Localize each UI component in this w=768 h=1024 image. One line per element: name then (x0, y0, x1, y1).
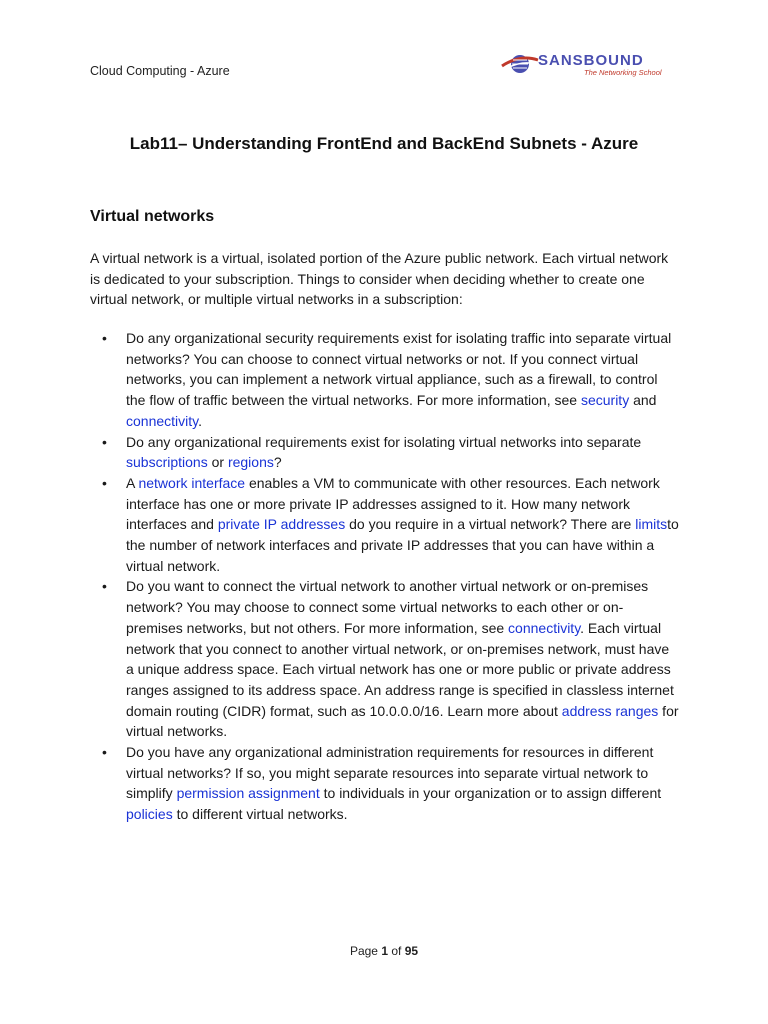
total-pages-number: 95 (404, 944, 419, 958)
link-address-ranges[interactable]: address ranges (561, 702, 659, 719)
link-limits[interactable]: limits (635, 516, 668, 533)
bullet-list (90, 328, 680, 825)
bullet-item (90, 432, 680, 473)
bullet-item (90, 328, 680, 432)
bullet-item (90, 473, 680, 577)
bullet-text: to different virtual networks. (172, 806, 348, 823)
link-connectivity[interactable]: connectivity (508, 619, 581, 636)
bullet-item (90, 742, 680, 825)
bullet-text: for virtual networks. (126, 702, 679, 740)
link-policies[interactable]: policies (126, 806, 173, 823)
link-subscriptions[interactable]: subscriptions (126, 454, 208, 471)
bullet-text: do you require in a virtual network? There are (345, 516, 636, 533)
link-regions[interactable]: regions (227, 454, 274, 471)
bullet-text: . Each virtual network that you connect to another virtual network, or on-premises network, must have a unique address space. Each virtual network has one or more public or private address ranges assigned to its address space. An address range is specified in classless internet domain routing (CIDR) format, such as 10.0.0.0/16. Learn more about (126, 619, 674, 719)
bullet-marker: • (102, 433, 107, 450)
bullet-item (90, 576, 680, 742)
document-title: Lab11– Understanding FrontEnd and BackEnd Subnets - Azure (129, 134, 639, 153)
bullet-marker: • (102, 578, 107, 595)
link-private-ip-addresses[interactable]: private IP addresses (217, 516, 346, 533)
link-permission-assignment[interactable]: permission assignment (176, 785, 320, 802)
link-security[interactable]: security (580, 392, 630, 409)
logo-wordmark: SANSBOUND (538, 52, 644, 69)
link-connectivity[interactable]: connectivity (126, 412, 199, 429)
section-heading: Virtual networks (90, 208, 215, 225)
page-footer (0, 944, 768, 958)
bullet-text: ? (273, 454, 282, 471)
bullet-marker: • (102, 744, 107, 761)
current-page-number: 1 (381, 944, 388, 958)
link-network-interface[interactable]: network interface (138, 474, 246, 491)
bullet-text: . (198, 412, 202, 429)
sansbound-logo (500, 50, 675, 78)
page-label: Page (349, 944, 382, 958)
logo-tagline: The Networking School (584, 68, 662, 77)
page-of-label: of (388, 944, 405, 958)
document-header-title: Cloud Computing - Azure (90, 64, 230, 78)
bullet-marker: • (102, 330, 107, 346)
bullet-text: to individuals in your organization or to assign different (319, 785, 662, 802)
globe-swoosh-icon (500, 50, 540, 78)
bullet-text: enables a VM to communicate with other resources. Each network interface has one or more private IP addresses assigned to it. How many network interfaces and (126, 474, 660, 533)
intro-paragraph: A virtual network is a virtual, isolated portion of the Azure public network. Each virtual network is dedicated to your subscription. Things to consider when deciding whether to create one virtual network, or multiple virtual networks in a subscription: (90, 250, 669, 308)
bullet-text: and (629, 392, 657, 409)
bullet-text: A (126, 474, 139, 491)
bullet-text: or (207, 454, 228, 471)
bullet-text: Do any organizational security requirements exist for isolating traffic into separate virtual networks? You can choose to connect virtual networks or not. If you connect virtual networks, you can implement a network virtual appliance, such as a firewall, to control the flow of traffic between the virtual networks. For more information, see (126, 330, 672, 409)
bullet-text: Do you have any organizational administration requirements for resources in different virtual networks? If so, you might separate resources into separate virtual network to simplify (126, 744, 654, 802)
bullet-marker: • (102, 474, 107, 491)
bullet-text: to the number of network interfaces and private IP addresses that you can have within a virtual network. (126, 516, 679, 574)
bullet-text: Do any organizational requirements exist for isolating virtual networks into separate (126, 433, 642, 450)
bullet-text: Do you want to connect the virtual network to another virtual network or on-premises network? You may choose to connect some virtual networks to each other or on-premises networks, but not others. For more information, see (126, 578, 649, 636)
